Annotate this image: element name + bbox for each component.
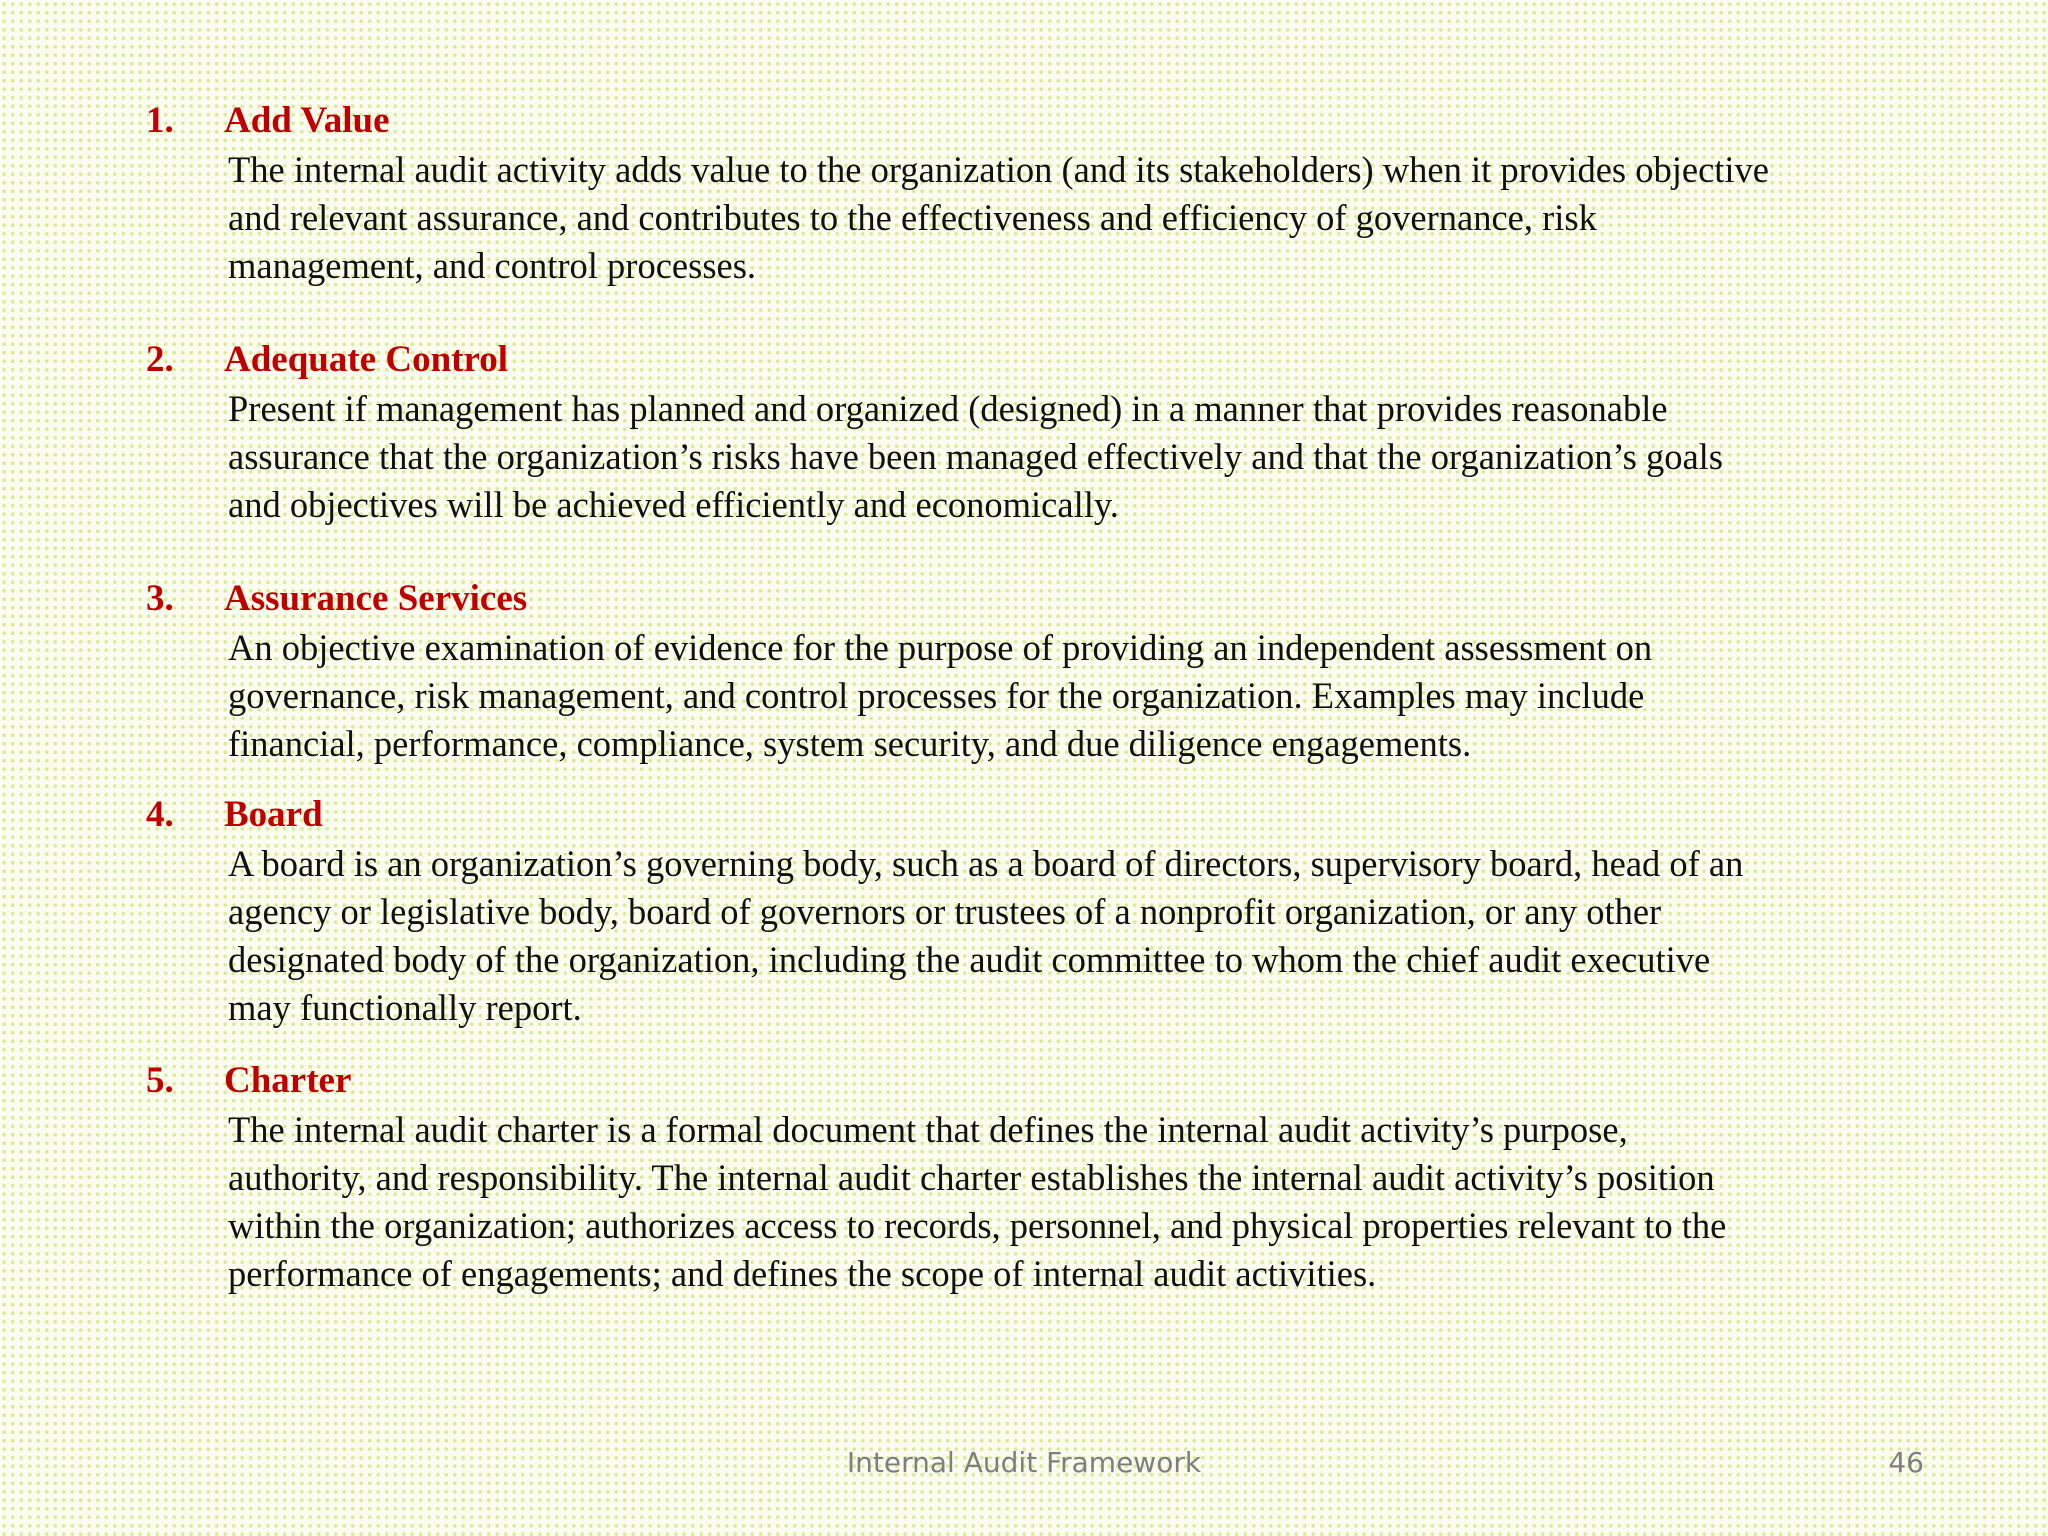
term-heading	[146, 790, 1946, 840]
term-title: Add Value	[224, 100, 390, 141]
term-item	[146, 1056, 1946, 1298]
term-heading	[146, 96, 1946, 146]
footer-title: Internal Audit Framework	[846, 1446, 1202, 1479]
term-item	[146, 790, 1946, 1032]
term-heading	[146, 574, 1946, 624]
term-item	[146, 574, 1946, 768]
term-title: Charter	[224, 1060, 352, 1101]
term-number: 1.	[146, 100, 174, 141]
term-heading	[146, 1056, 1946, 1106]
term-title: Assurance Services	[224, 578, 528, 619]
term-heading	[146, 335, 1946, 385]
term-definition: A board is an organization’s governing body, such as a board of directors, supervisory board, head of an agency or legislative body, board of governors or trustees of a nonprofit organization, or any other designated body of the organization, including the audit committee to whom the chief audit executive may functionally report.	[228, 843, 1744, 1028]
term-item	[146, 96, 1946, 290]
term-number: 4.	[146, 794, 174, 835]
term-number: 2.	[146, 339, 174, 380]
term-title: Board	[224, 794, 323, 835]
term-definition: Present if management has planned and organized (designed) in a manner that provides reasonable assurance that the organization’s risks have been managed effectively and that the organization’s goals and objectives will be achieved efficiently and economically.	[228, 388, 1723, 525]
term-number: 5.	[146, 1060, 174, 1101]
term-item	[146, 335, 1946, 529]
term-number: 3.	[146, 578, 174, 619]
page-number: 46	[1888, 1446, 1924, 1479]
term-definition: An objective examination of evidence for the purpose of providing an independent assessment on governance, risk management, and control processes for the organization. Examples may include financial, performance, compliance, system security, and due diligence engagements.	[228, 627, 1653, 764]
term-definition: The internal audit charter is a formal document that defines the internal audit activity’s purpose, authority, and responsibility. The internal audit charter establishes the internal audit activity’s position within the organization; authorizes access to records, personnel, and physical properties relevant to the performance of engagements; and defines the scope of internal audit activities.	[228, 1109, 1727, 1294]
term-definition: The internal audit activity adds value to the organization (and its stakeholders) when it provides objective and relevant assurance, and contributes to the effectiveness and efficiency of governance, risk management, and control processes.	[228, 149, 1770, 286]
term-list	[146, 96, 1946, 1298]
term-title: Adequate Control	[224, 339, 509, 380]
